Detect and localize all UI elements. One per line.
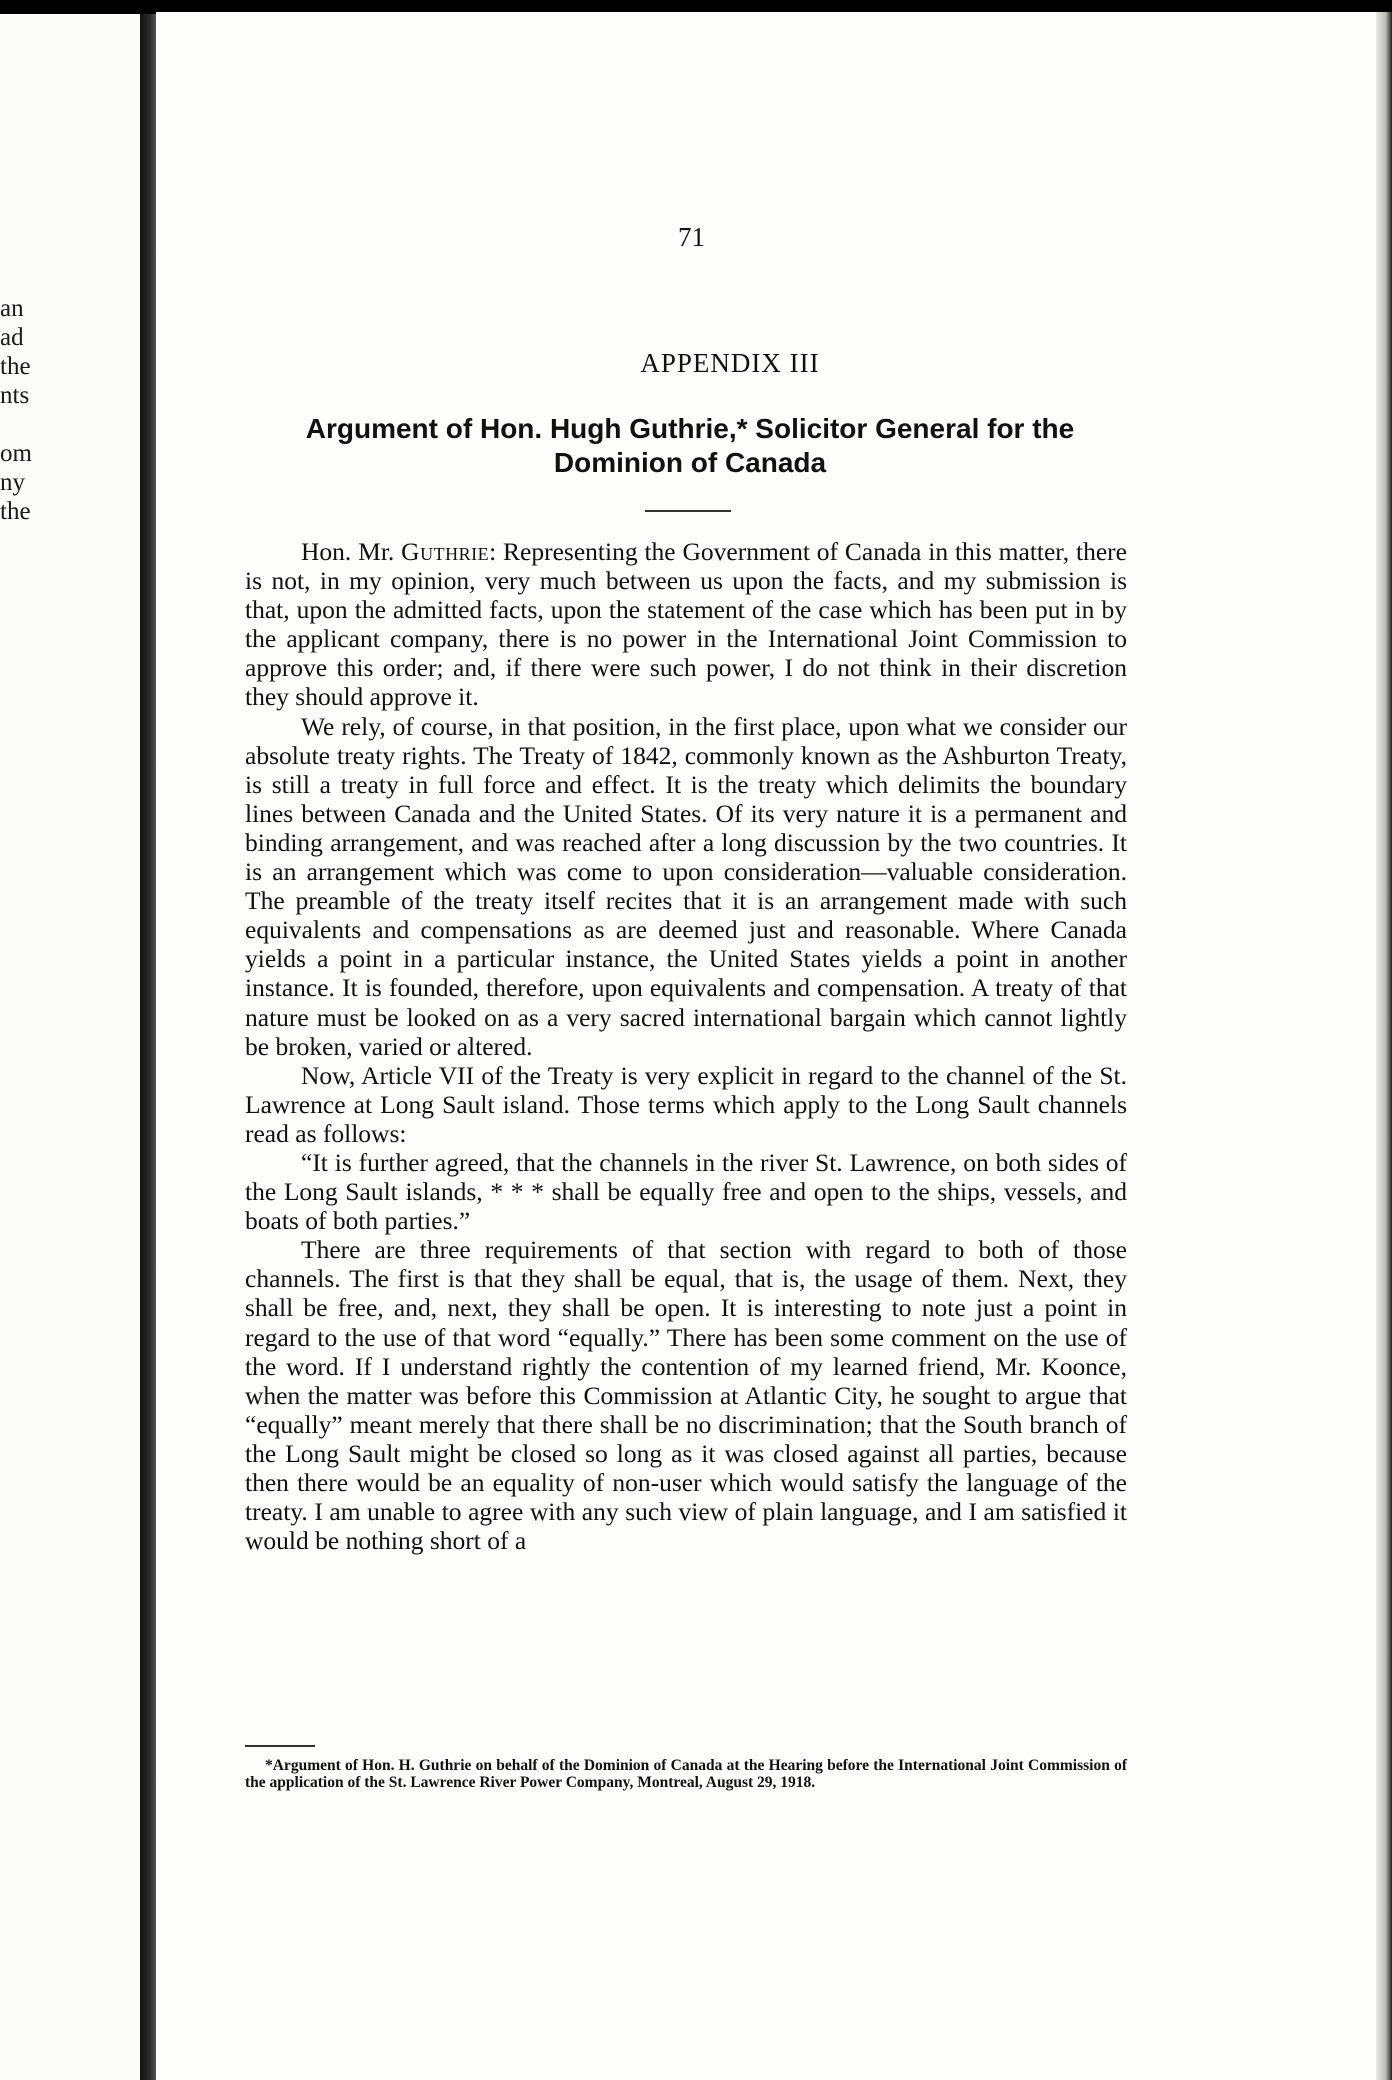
section-title-line-2: Dominion of Canada xyxy=(553,447,827,478)
facing-page-fragment: ad xyxy=(0,324,24,351)
footnote: *Argument of Hon. H. Guthrie on behalf of the Dominion of Canada at the Hearing before the International Joint Commission of the application of the St. Lawrence River Power Company, Montreal, August 29, 1918. xyxy=(245,1757,1127,1791)
facing-page-fragment xyxy=(0,410,32,439)
paragraph-3: Now, Article VII of the Treaty is very explicit in regard to the channel of the St. Lawrence at Long Sault island. Those terms which apply to the Long Sault channels read as follows: xyxy=(245,1060,1127,1148)
appendix-heading: APPENDIX III xyxy=(640,348,820,378)
facing-page-fragment: the xyxy=(0,353,31,380)
speaker-name: Guthrie xyxy=(401,537,490,566)
facing-page-fragment: an xyxy=(0,295,24,322)
page-edge-shadow xyxy=(1376,12,1392,2080)
title-divider xyxy=(645,510,731,512)
footnote-divider xyxy=(245,1745,315,1747)
page-number: 71 xyxy=(678,222,705,252)
paragraph-2: We rely, of course, in that position, in the first place, upon what we consider our absolute treaty rights. The Treaty of 1842, commonly known as the Ashburton Treaty, is still a treaty in full force and effect. It is the treaty which delimits the boundary lines between Canada and the United States. Of its very nature it is a permanent and binding arrangement, and was reached after a long discussion by the two countries. It is an arrangement which was come to upon consideration—valuable consideration. The preamble of the treaty itself recites that it is an arrangement made with such equivalents and compensations as are deemed just and reasonable. Where Canada yields a point in a particular instance, the United States yields a point in another instance. It is founded, therefore, upon equivalents and compensation. A treaty of that nature must be looked on as a very sacred international bargain which cannot lightly be broken, varied or altered. xyxy=(245,711,1127,1061)
facing-page-fragment: ny xyxy=(0,469,25,496)
facing-page xyxy=(0,14,140,2080)
body-text xyxy=(245,537,1127,1555)
section-title-line-1: Argument of Hon. Hugh Guthrie,* Solicitor General for the xyxy=(305,413,1075,444)
paragraph-1 xyxy=(245,537,1127,712)
facing-page-text-fragments xyxy=(0,294,32,526)
book-gutter xyxy=(140,14,156,2080)
facing-page-fragment: om xyxy=(0,440,32,467)
speaker-prefix: Hon. Mr. xyxy=(301,537,402,566)
paragraph-5: There are three requirements of that section with regard to both of those channels. The first is that they shall be equal, that is, the usage of them. Next, they shall be free, and, next, they shall be open. It is interesting to note just a point in regard to the use of that word “equally.” There has been some comment on the use of the word. If I understand rightly the contention of my learned friend, Mr. Koonce, when the matter was before this Commission at Atlantic City, he sought to argue that “equally” meant merely that there shall be no discrimination; that the South branch of the Long Sault might be closed so long as it was closed against all parties, because then there would be an equality of non-user which would satisfy the language of the treaty. I am unable to agree with any such view of plain language, and I am satisfied it would be nothing short of a xyxy=(245,1235,1127,1556)
treaty-quotation: “It is further agreed, that the channels in the river St. Lawrence, on both sides of the Long Sault islands, * * * shall be equally free and open to the ships, vessels, and boats of both parties.” xyxy=(245,1147,1127,1236)
paragraph-1-text: : Representing the Government of Canada in this matter, there is not, in my opinion, very much between us upon the facts, and my submission is that, upon the admitted facts, upon the statement of the case which has been put in by the applicant company, there is no power in the International Joint Commission to approve this order; and, if there were such power, I do not think in their discretion they should approve it. xyxy=(245,537,1127,712)
section-title xyxy=(220,412,1160,480)
facing-page-fragment: nts xyxy=(0,382,30,409)
facing-page-fragment: the xyxy=(0,498,31,525)
